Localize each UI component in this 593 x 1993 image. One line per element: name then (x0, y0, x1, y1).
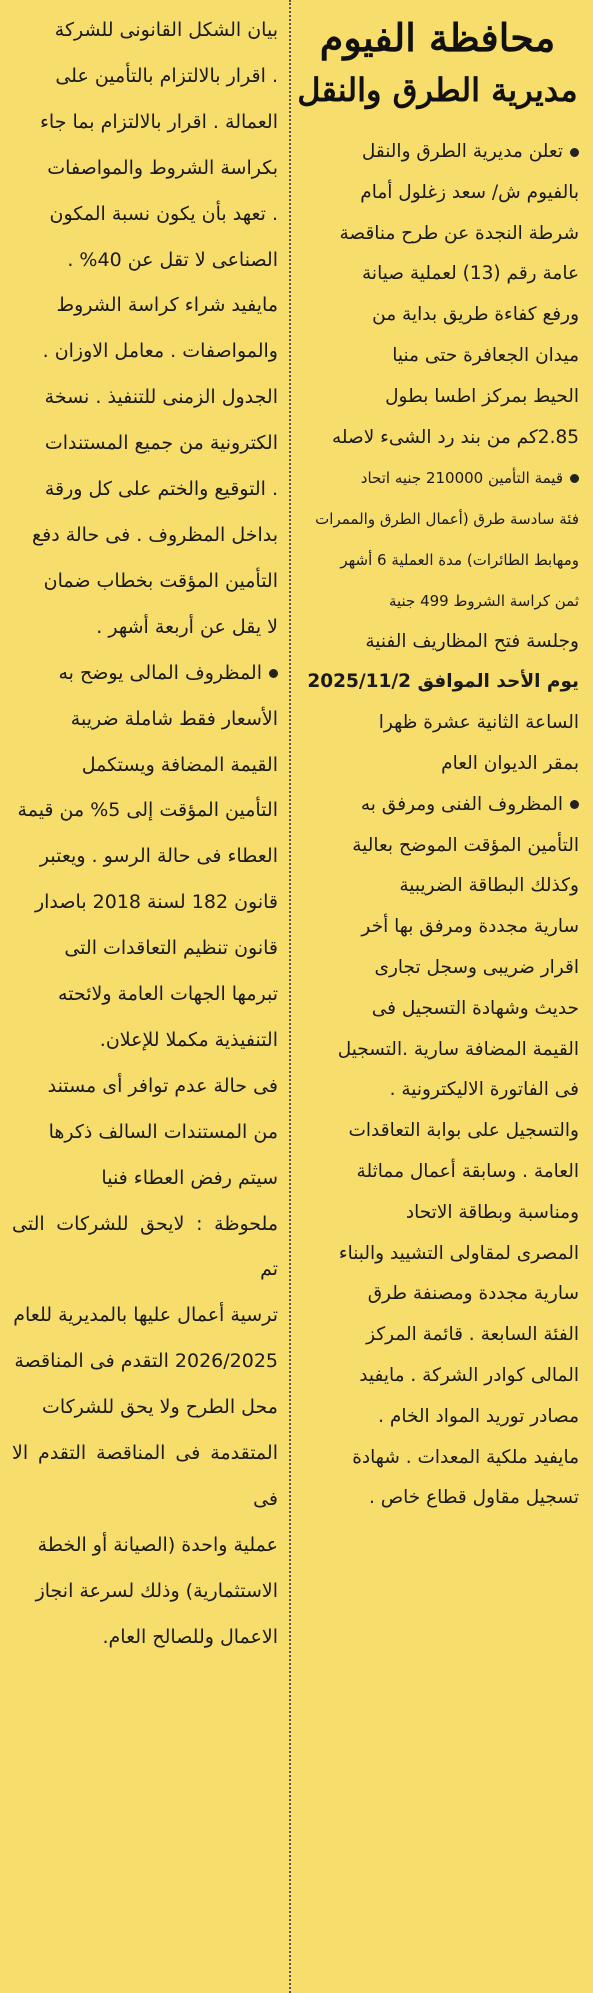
right-column (290, 0, 593, 1993)
directorate-title: مديرية الطرق والنقل (297, 71, 578, 109)
financial-line: العطاء فى حالة الرسو . ويعتبر (39, 845, 278, 868)
note-line: محل الطرح ولا يحق للشركات (41, 1396, 278, 1419)
documents-line: العمالة . اقرار بالالتزام بما جاء (39, 110, 278, 133)
announcement-line: شرطة النجدة عن طرح مناقصة (339, 222, 579, 244)
technical-line: اقرار ضريبى وسجل تجارى (374, 956, 579, 978)
technical-line: حديث وشهادة التسجيل فى (371, 997, 579, 1019)
technical-line: مايفيد ملكية المعدات . شهادة (352, 1446, 579, 1468)
announcement-line: ميدان الجعافرة حتى منيا (392, 344, 579, 366)
note-line: 2026/2025 التقدم فى المناقصة (14, 1350, 278, 1373)
bullet-icon (570, 148, 579, 157)
announcement-line (296, 132, 579, 173)
financial-line (12, 651, 278, 697)
technical-line (296, 785, 579, 826)
bullet-icon (570, 800, 579, 809)
rejection-line: فى حالة عدم توافر أى مستند (47, 1074, 278, 1097)
announcement-line: 2.85كم من بند رد الشىء لاصله (331, 426, 579, 448)
documents-line: لا يقل عن أربعة أشهر . (96, 615, 278, 638)
financial-line: قانون تنظيم التعاقدات التى (64, 937, 278, 960)
announcement-line: بالفيوم ش/ سعد زغلول أمام (360, 181, 579, 203)
note-line: المتقدمة فى المناقصة التقدم الا فى (12, 1442, 278, 1510)
documents-line: بكراسة الشروط والمواصفات (47, 156, 278, 179)
technical-line: وكذلك البطاقة الضريبية (399, 875, 579, 897)
announcement-line: عامة رقم (13) لعملية صيانة (362, 263, 579, 285)
documents-line: . التوقيع والختم على كل ورقة (44, 478, 278, 501)
note-line: عملية واحدة (الصيانة أو الخطة (37, 1533, 278, 1556)
bullet-icon (269, 669, 278, 678)
note-line: ترسية أعمال عليها بالمديرية للعام (13, 1304, 278, 1327)
technical-line: سارية مجددة ومرفق بها أخر (361, 916, 579, 938)
documents-line: التأمين المؤقت بخطاب ضمان (43, 569, 278, 592)
technical-line: سارية مجددة ومصنفة طرق (367, 1283, 579, 1305)
technical-line: المصرى لمقاولى التشييد والبناء (338, 1242, 579, 1264)
documents-line: . تعهد بأن يكون نسبة المكون (49, 202, 278, 225)
announcement-line: ورفع كفاءة طريق بداية من (372, 304, 579, 326)
documents-line: الصناعى لا تقل عن 40% . (67, 248, 278, 271)
technical-line: الفئة السابعة . قائمة المركز (366, 1324, 579, 1346)
technical-line: المالى كوادر الشركة . مايفيد (359, 1364, 579, 1386)
session-date: يوم الأحد الموافق 2025/11/2 (307, 671, 579, 693)
financial-line: قانون 182 لسنة 2018 باصدار (34, 891, 278, 914)
technical-line: القيمة المضافة سارية .التسجيل (337, 1038, 579, 1060)
financial-line: الأسعار فقط شاملة ضريبة (70, 707, 278, 730)
financial-envelope-block (12, 651, 278, 1064)
line-text: قيمة التأمين 210000 جنيه اتحاد (360, 469, 563, 488)
rejection-block (12, 1064, 278, 1202)
technical-line: فى الفاتورة الاليكترونية . (389, 1079, 579, 1101)
line-text: المظروف المالى يوضح به (58, 661, 262, 684)
documents-line: بيان الشكل القانونى للشركة (54, 19, 278, 41)
financial-line: التنفيذية مكملا للإعلان. (99, 1028, 278, 1051)
announcement-line: الحيط بمركز اطسا بطول (385, 385, 579, 407)
bullet-icon (570, 474, 579, 483)
financial-line: تبرمها الجهات العامة ولائحته (58, 983, 278, 1006)
insurance-block (296, 458, 579, 621)
right-body (296, 132, 579, 458)
rejection-line: سيتم رفض العطاء فنيا (101, 1166, 278, 1189)
session-line: بمقر الديوان العام (441, 752, 579, 774)
technical-line: التأمين المؤقت الموضح بعالية (352, 834, 579, 856)
note-line: الاعمال وللصالح العام. (102, 1625, 278, 1648)
note-line: ملحوظة : لايحق للشركات التى تم (12, 1212, 278, 1281)
note-line: الاستثمارية) وذلك لسرعة انجاز (35, 1579, 278, 1602)
technical-line: مصادر توريد المواد الخام . (378, 1405, 579, 1427)
documents-line: والمواصفات . معامل الاوزان . (42, 340, 278, 363)
session-line: وجلسة فتح المظاريف الفنية (365, 630, 579, 652)
technical-line: تسجيل مقاول قطاع خاص . (368, 1487, 579, 1509)
insurance-line (296, 458, 579, 499)
line-text: المظروف الفنى ومرفق به (360, 793, 563, 815)
documents-line: بداخل المظروف . فى حالة دفع (32, 523, 278, 546)
session-block (296, 622, 579, 785)
rejection-line: من المستندات السالف ذكرها (48, 1120, 278, 1143)
documents-line: الكترونية من جميع المستندات (44, 432, 278, 455)
financial-line: القيمة المضافة ويستكمل (81, 753, 278, 776)
technical-line: والتسجيل على بوابة التعاقدات (348, 1120, 579, 1142)
documents-line: الجدول الزمنى للتنفيذ . نسخة (44, 386, 278, 409)
technical-envelope-block (296, 785, 579, 1519)
governorate-title: محافظة الفيوم (319, 15, 556, 60)
note-block (12, 1202, 278, 1661)
technical-line: العامة . وسابقة أعمال مماثلة (356, 1160, 579, 1182)
insurance-line: ومهابط الطائرات) مدة العملية 6 أشهر (340, 550, 579, 569)
documents-line: مايفيد شراء كراسة الشروط (56, 294, 278, 317)
technical-line: ومناسبة وبطاقة الاتحاد (405, 1201, 579, 1223)
insurance-line: ثمن كراسة الشروط 499 جنية (388, 591, 579, 610)
insurance-line: فئة سادسة طرق (أعمال الطرق والممرات (315, 510, 579, 529)
documents-block (12, 8, 278, 651)
financial-line: التأمين المؤقت إلى 5% من قيمة (17, 799, 278, 822)
line-text: تعلن مديرية الطرق والنقل (361, 141, 563, 162)
left-column (0, 0, 290, 1993)
session-line: الساعة الثانية عشرة ظهرا (378, 712, 579, 734)
documents-line: . اقرار بالالتزام بالتأمين على (55, 64, 278, 87)
